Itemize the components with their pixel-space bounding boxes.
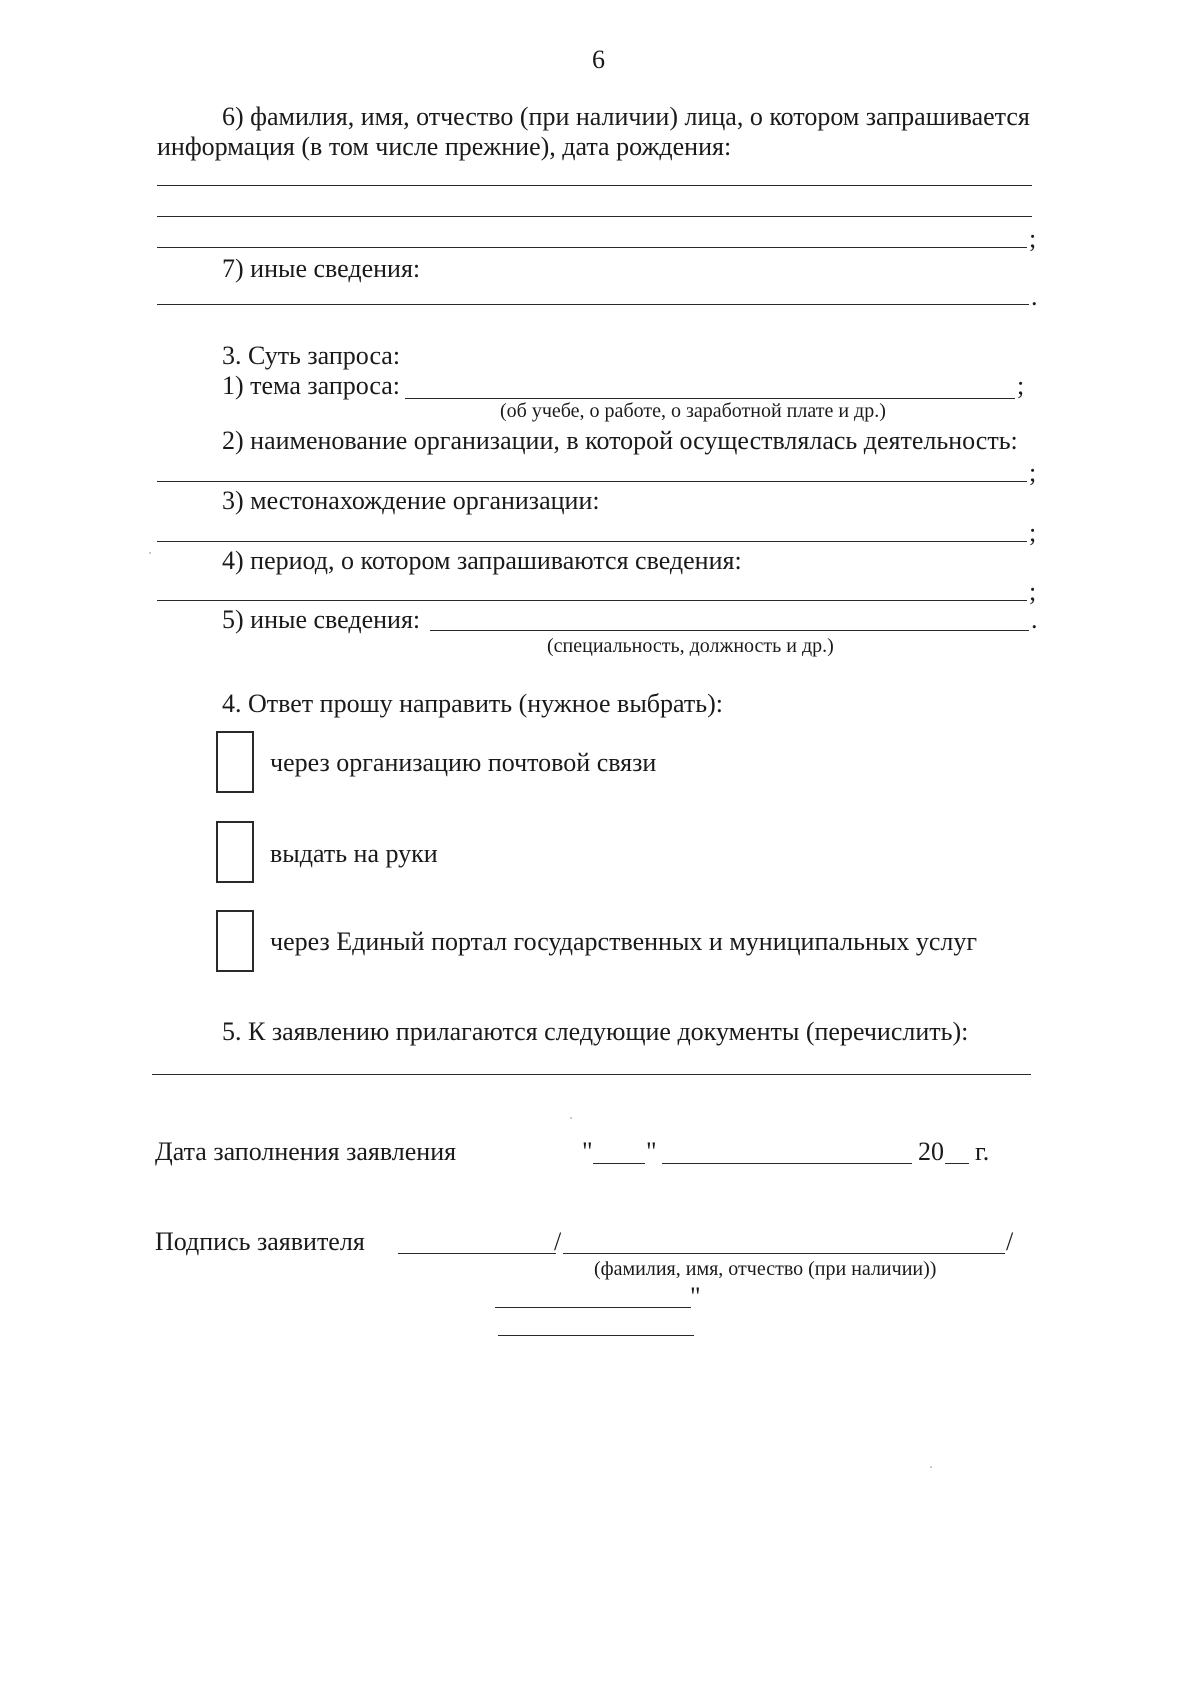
extra-quote-mark: " — [690, 1282, 701, 1311]
period-end-mark: ; — [1029, 577, 1037, 606]
option-post-checkbox[interactable] — [216, 731, 254, 793]
period-entry-line[interactable] — [157, 600, 1027, 601]
topic-entry-line[interactable] — [405, 398, 1015, 399]
signature-line[interactable] — [398, 1253, 556, 1254]
date-day-line[interactable] — [593, 1163, 645, 1164]
item6-line1: 6) фамилия, имя, отчество (при наличии) лица, о котором запрашивается — [222, 102, 1030, 131]
extra-line-2[interactable] — [498, 1335, 694, 1336]
option-in-person-checkbox[interactable] — [216, 821, 254, 883]
other-end-mark: . — [1031, 605, 1038, 634]
item7-entry-line[interactable] — [157, 304, 1029, 305]
org-name-entry-line[interactable] — [157, 481, 1027, 482]
section3-title: 3. Суть запроса: — [222, 341, 401, 370]
option-portal-checkbox[interactable] — [216, 910, 254, 972]
date-month-line[interactable] — [662, 1163, 912, 1164]
item6-end-mark: ; — [1029, 224, 1037, 253]
other-entry-line[interactable] — [430, 630, 1029, 631]
section3-other-label: 5) иные сведения: — [222, 605, 421, 634]
item6-entry-line-2[interactable] — [157, 216, 1032, 217]
extra-line-1[interactable] — [495, 1307, 691, 1308]
topic-end-mark: ; — [1017, 371, 1025, 400]
section3-org-name-label: 2) наименование организации, в которой осуществлялась деятельность: — [222, 426, 1018, 455]
signature-hint: (фамилия, имя, отчество (при наличии)) — [594, 1258, 937, 1280]
other-hint: (специальность, должность и др.) — [547, 635, 834, 657]
option-in-person-label: выдать на руки — [270, 839, 438, 868]
signature-slash-right: / — [1006, 1227, 1014, 1256]
org-name-end-mark: ; — [1029, 458, 1037, 487]
scan-speck — [930, 1466, 932, 1468]
item7-label: 7) иные сведения: — [222, 254, 421, 283]
date-year-line[interactable] — [945, 1163, 969, 1164]
page-number: 6 — [592, 45, 605, 74]
date-quote-close: " — [646, 1137, 657, 1166]
scan-speck — [149, 552, 151, 554]
section3-period-label: 4) период, о котором запрашиваются сведения: — [222, 546, 742, 575]
signature-label: Подпись заявителя — [155, 1227, 365, 1256]
option-post-label: через организацию почтовой связи — [270, 748, 657, 777]
topic-hint: (об учебе, о работе, о заработной плате и др.) — [500, 400, 886, 422]
item6-entry-line-3[interactable] — [157, 247, 1027, 248]
date-label: Дата заполнения заявления — [155, 1137, 457, 1166]
scan-speck — [570, 1117, 572, 1119]
item7-end-mark: . — [1031, 282, 1038, 311]
date-quote-open: " — [582, 1137, 593, 1166]
section4-title: 4. Ответ прошу направить (нужное выбрать): — [222, 689, 723, 718]
signature-slash-left: / — [554, 1227, 562, 1256]
org-location-end-mark: ; — [1029, 518, 1037, 547]
org-location-entry-line[interactable] — [157, 541, 1027, 542]
item6-entry-line-1[interactable] — [157, 185, 1032, 186]
section3-topic-label: 1) тема запроса: — [222, 371, 401, 400]
date-year-suffix: г. — [975, 1137, 990, 1166]
date-year-prefix: 20 — [918, 1137, 944, 1166]
option-portal-label: через Единый портал государственных и муниципальных услуг — [270, 927, 978, 956]
section5-title: 5. К заявлению прилагаются следующие документы (перечислить): — [222, 1017, 969, 1046]
documents-entry-line[interactable] — [152, 1074, 1031, 1075]
item6-line2: информация (в том числе прежние), дата рождения: — [157, 132, 732, 161]
signature-name-line[interactable] — [563, 1253, 1005, 1254]
section3-org-location-label: 3) местонахождение организации: — [222, 486, 600, 515]
